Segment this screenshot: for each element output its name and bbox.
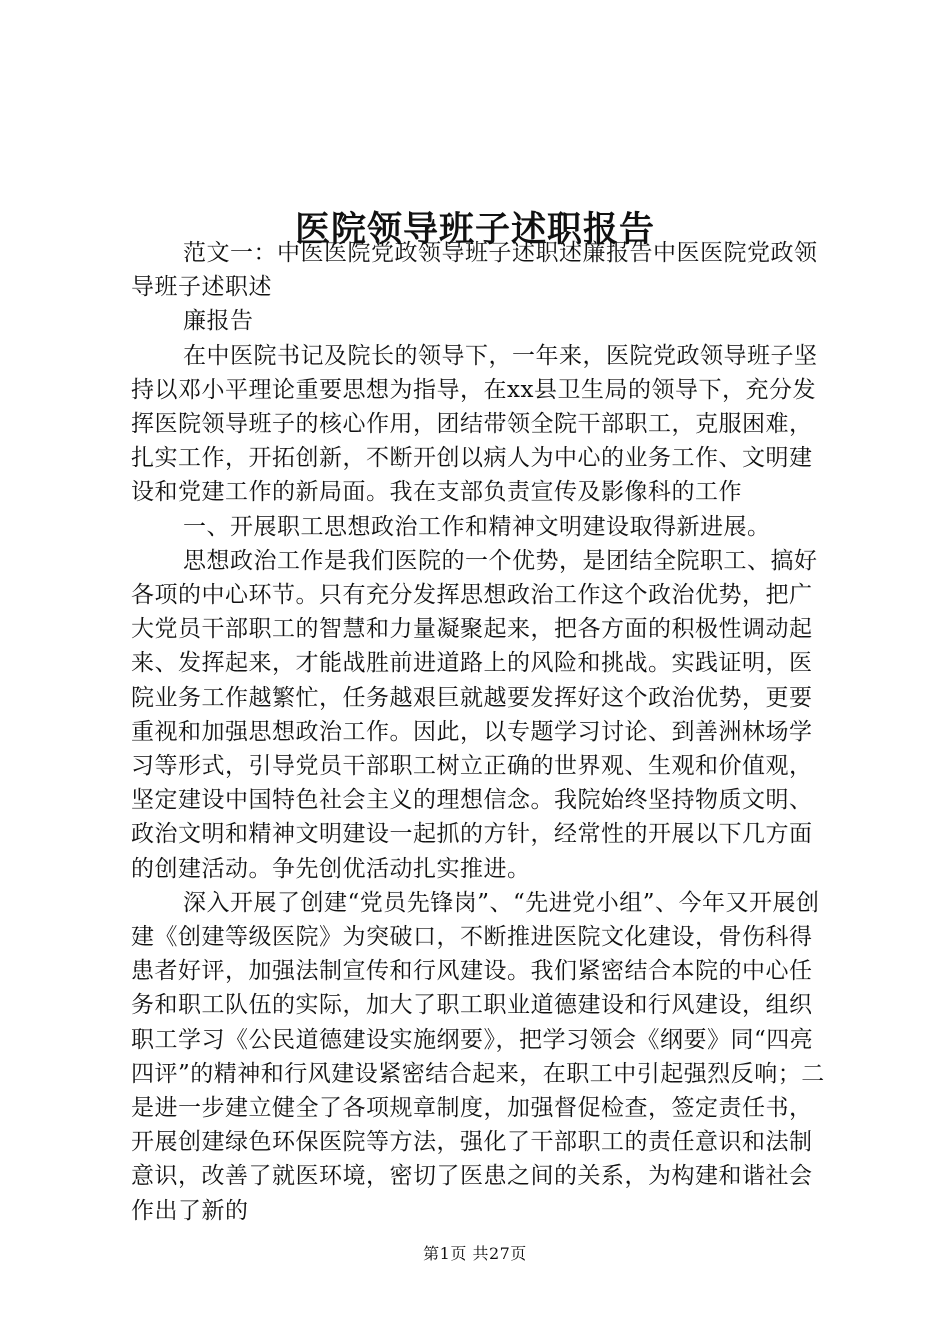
section-heading-1: 一、开展职工思想政治工作和精神文明建设取得新进展。 bbox=[183, 513, 771, 540]
paragraph-2: 廉报告 bbox=[183, 308, 254, 335]
paragraph-4: 思想政治工作是我们医院的一个优势，是团结全院职工、搞好各项的中心环节。只有充分发挥思想政治工作这个政治优势，把广大党员干部职工的智慧和力量凝聚起来，把各方面的积极性调动起来、发挥起来，才能战胜前进道路上的风险和挑战。实践证明，医院业务工作越繁忙，任务越艰巨就越要发挥好这个政治优势，更要重视和加强思想政治工作。因此，以专题学习讨论、到善洲林场学习等形式，引导党员干部职工树立正确的世界观、生观和价值观，坚定建设中国特色社会主义的理想信念。我院始终坚持物质文明、政治文明和精神文明建设一起抓的方针，经常性的开展以下几方面的创建活动。争先创优活动扎实推进。 bbox=[131, 547, 818, 882]
paragraph-5: 深入开展了创建“党员先锋岗”、“先进党小组”、今年又开展创建《创建等级医院》为突破口，不断推进医院文化建设，骨伤科得患者好评，加强法制宣传和行风建设。我们紧密结合本院的中心任务和职工队伍的实际，加大了职工职业道德建设和行风建设，组织职工学习《公民道德建设实施纲要》，把学习领会《纲要》同“四亮四评”的精神和行风建设紧密结合起来，在职工中引起强烈反响；二是进一步建立健全了各项规章制度，加强督促检查，签定责任书，开展创建绿色环保医院等方法，强化了干部职工的责任意识和法制意识，改善了就医环境，密切了医患之间的关系，为构建和谐社会作出了新的 bbox=[131, 889, 825, 1224]
document-title: 医院领导班子述职报告 bbox=[294, 209, 655, 251]
page-number-footer: 第1页 共27页 bbox=[423, 1244, 527, 1263]
paragraph-3: 在中医院书记及院长的领导下，一年来，医院党政领导班子坚持以邓小平理论重要思想为指导，在xx县卫生局的领导下，充分发挥医院领导班子的核心作用，团结带领全院干部职工，克服困难，扎实工作，开拓创新，不断开创以病人为中心的业务工作、文明建设和党建工作的新局面。我在支部负责宣传及影像科的工作 bbox=[131, 342, 818, 506]
document-body bbox=[131, 236, 831, 1228]
paragraph-1: 范文一：中医医院党政领导班子述职述廉报告中医医院党政领导班子述职述 bbox=[131, 240, 818, 301]
